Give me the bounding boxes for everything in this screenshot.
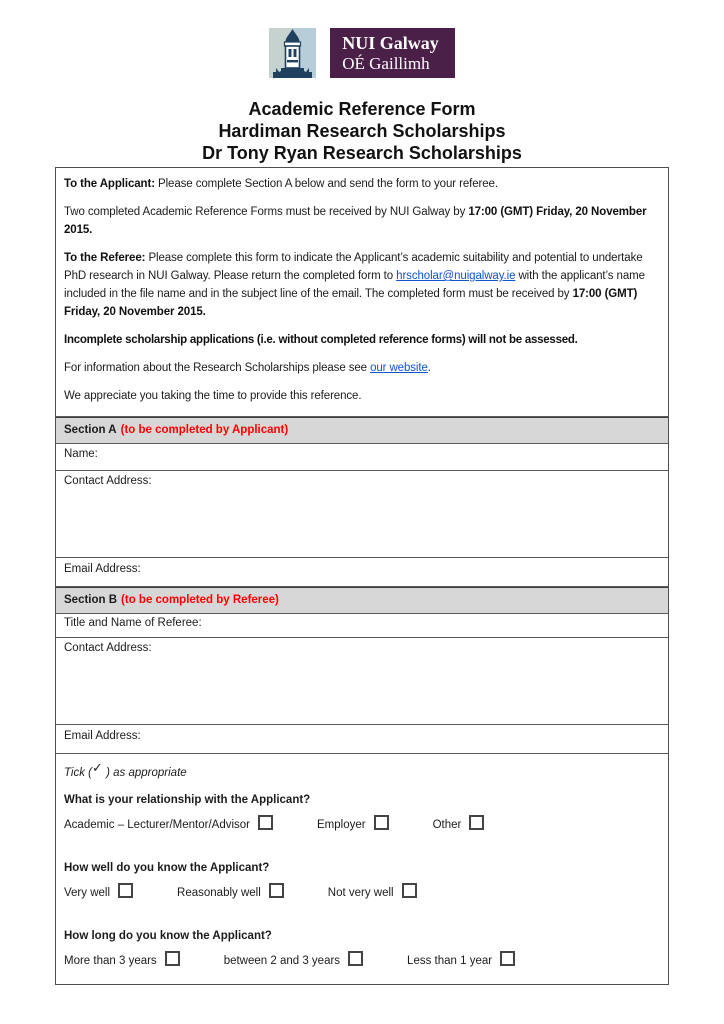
field-referee-email[interactable] [56,725,668,754]
email-link[interactable]: hrscholar@nuigalway.ie [396,270,516,282]
question-how-well-title: How well do you know the Applicant? [64,862,270,874]
section-a-header [56,417,668,444]
title-line-3: Dr Tony Ryan Research Scholarships [202,143,522,163]
option-more-than-3-years: More than 3 years [64,954,180,969]
question-how-long [64,930,660,972]
section-b-title: Section B [64,594,118,606]
logo-wordmark [330,28,455,78]
logo-name-english: NUI Galway [342,32,439,53]
applicant-instruction-paragraph: To the Applicant: Please complete Section A below and send the form to your referee. [64,178,498,190]
checkbox-employer[interactable] [374,815,389,830]
field-applicant-contact-address[interactable] [56,471,668,558]
option-less-than-1-year: Less than 1 year [407,954,515,969]
field-applicant-email[interactable] [56,558,668,587]
option-between-2-and-3-years: between 2 and 3 years [224,954,363,969]
checkbox-more-than-3-years[interactable] [165,951,180,966]
field-referee-contact-address[interactable] [56,638,668,725]
incomplete-warning-paragraph: Incomplete scholarship applications (i.e. without completed reference forms) will not be assessed. [64,334,578,346]
deadline-paragraph: Two completed Academic Reference Forms must be received by NUI Galway by 17:00 (GMT) Friday, 20 November 2015. [64,206,647,236]
nui-galway-crest-icon [269,28,316,78]
referee-name-label: Title and Name of Referee: [64,617,202,629]
option-other: Other [433,818,485,833]
section-a-title: Section A [64,424,117,436]
option-academic: Academic – Lecturer/Mentor/Advisor [64,818,273,833]
checkbox-other[interactable] [469,815,484,830]
section-b-header [56,587,668,614]
referee-email-label: Email Address: [64,730,141,742]
question-how-long-options [64,950,660,972]
question-how-well [64,862,660,904]
option-reasonably-well: Reasonably well [177,886,284,901]
thanks-paragraph: We appreciate you taking the time to provide this reference. [64,390,362,402]
checkbox-academic[interactable] [258,815,273,830]
referee-instruction-paragraph: To the Referee: Please complete this form to indicate the Applicant’s academic suitability and potential to undertake PhD research in NUI Galway. Please return the completed form to hrscholar@nuigalway.ie with the applicant’s name included in the file name and in the subject line of the email. The completed form must be received by 17:00 (GMT) Friday, 20 November 2015. [64,252,645,318]
section-a-subtitle: (to be completed by Applicant) [120,424,289,436]
checkbox-not-very-well[interactable] [402,883,417,898]
question-how-long-title: How long do you know the Applicant? [64,930,272,942]
referee-questions-cell [56,754,668,984]
question-relationship-options [64,814,660,836]
section-b-subtitle: (to be completed by Referee) [121,594,279,606]
website-link[interactable]: our website [370,362,428,374]
logo-name-irish: OÉ Gaillimh [342,53,430,73]
applicant-email-label: Email Address: [64,563,141,575]
checkbox-reasonably-well[interactable] [269,883,284,898]
field-referee-name[interactable] [56,614,668,638]
reference-form-table [55,167,669,985]
question-relationship [64,794,660,836]
nui-galway-logo [55,28,669,78]
question-how-well-options [64,882,660,904]
option-not-very-well: Not very well [328,886,417,901]
applicant-name-label: Name: [64,448,98,460]
instructions-cell [56,168,668,417]
option-employer: Employer [317,818,389,833]
checkbox-less-than-1-year[interactable] [500,951,515,966]
tick-mark-icon: ✓ [92,760,103,775]
document-title [55,98,669,164]
website-info-paragraph: For information about the Research Scholarships please see our website. [64,362,431,374]
question-relationship-title: What is your relationship with the Applicant? [64,794,311,806]
checkbox-very-well[interactable] [118,883,133,898]
tick-instruction: Tick (✓ ) as appropriate [64,760,187,779]
title-line-1: Academic Reference Form [248,99,476,119]
field-applicant-name[interactable] [56,444,668,471]
applicant-contact-address-label: Contact Address: [64,475,152,487]
referee-contact-address-label: Contact Address: [64,642,152,654]
title-line-2: Hardiman Research Scholarships [218,121,506,141]
option-very-well: Very well [64,886,133,901]
checkbox-between-2-and-3-years[interactable] [348,951,363,966]
